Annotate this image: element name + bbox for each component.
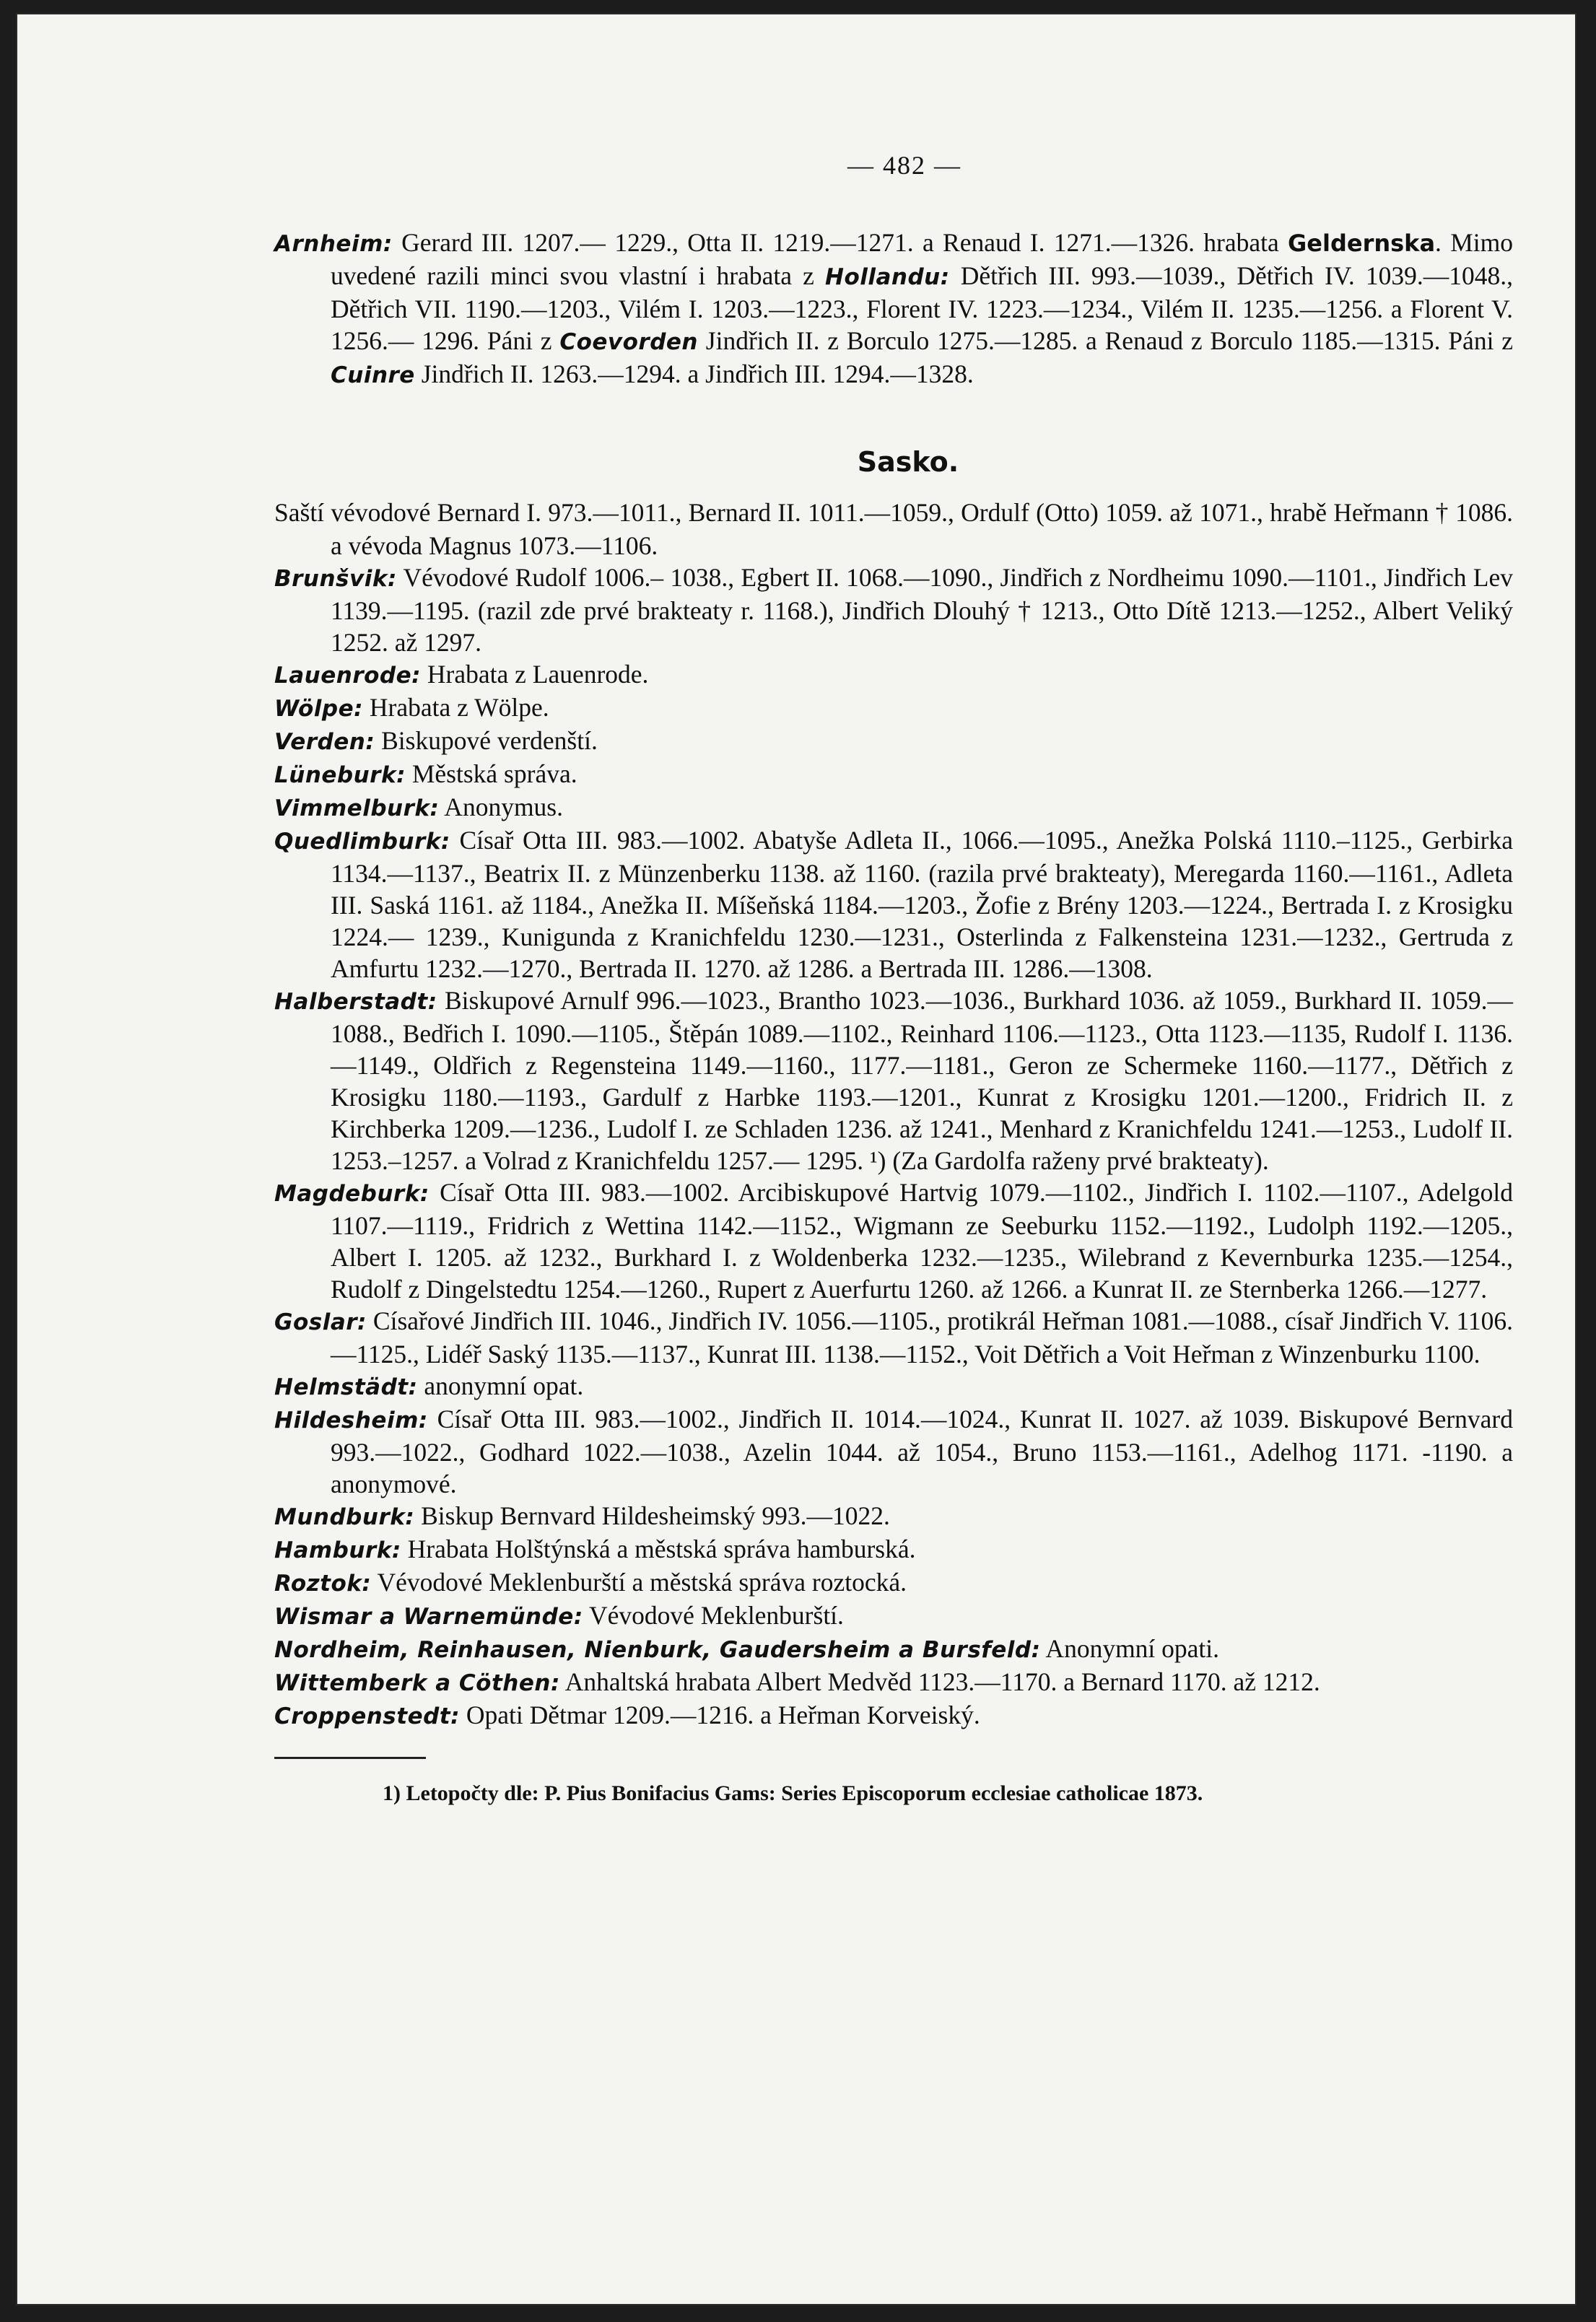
entry-text: anonymní opat.: [417, 1371, 584, 1400]
entry-text: Vévodové Rudolf 1006.– 1038., Egbert II. 1068.—1090., Jindřich z Nordheimu 1090.—1101., Jindřich Lev 1139.—1195. (razil zde prvé brakteaty r. 1168.), Jindřich Dlouhý † 1213., Otto Dítě 1213.—1252., Albert Veliký 1252. až 1297.: [331, 563, 1513, 657]
region-coevorden: Coevorden: [559, 329, 698, 355]
entry-text: Hrabata z Wölpe.: [363, 693, 549, 722]
place-name: Helmstädt:: [274, 1374, 418, 1400]
place-name: Arnheim:: [274, 231, 393, 257]
entry-text: Dětřich III. 993.—1039., Dětřich IV. 1039.—1048., Dětřich VII. 1190.—1203., Vilém I. 1203.—1223., Florent IV. 1223.—1234., Vilém II. 1235.—1256. a Florent V. 1256.— 1296. Páni z: [331, 261, 1513, 355]
entry-arnheim: [274, 227, 1513, 391]
entry-item: [274, 1177, 1513, 1305]
place-name: Wölpe:: [274, 696, 364, 722]
entry-item: [274, 1599, 1513, 1633]
place-name: Vimmelburk:: [274, 795, 440, 821]
entry-item: [274, 562, 1513, 658]
entry-text: . Mimo uvedené razili minci svou vlastní i hrabata z: [331, 228, 1514, 290]
place-name: Mundburk:: [274, 1504, 415, 1530]
entry-text: Anonymus.: [439, 793, 563, 821]
entry-item: [274, 1699, 1513, 1732]
entry-item: [274, 791, 1513, 824]
entry-item: [274, 497, 1513, 562]
place-name: Lüneburk:: [274, 762, 406, 788]
entry-item: [274, 758, 1513, 791]
page-content: [274, 150, 1513, 1808]
entry-text: Císařové Jindřich III. 1046., Jindřich IV. 1056.—1105., protikrál Heřman 1081.—1088., císař Jindřich V. 1106.—1125., Lidéř Saský 1135.—1137., Kunrat III. 1138.—1152., Voit Dětřich a Voit Heřman z Winzenburku 1100.: [331, 1306, 1513, 1369]
place-name: Goslar:: [274, 1309, 367, 1335]
entry-text: Biskup Bernvard Hildesheimský 993.—1022.: [414, 1501, 890, 1530]
section-heading: Sasko.: [857, 446, 959, 478]
place-name: Brunšvik:: [274, 566, 397, 592]
entry-text: Gerard III. 1207.— 1229., Otta II. 1219.—1271. a Renaud I. 1271.—1326. hrabata: [392, 228, 1288, 257]
entry-text: Saští vévodové Bernard I. 973.—1011., Bernard II. 1011.—1059., Ordulf (Otto) 1059. až 1071., hrabě Heřmann † 1086. a vévoda Magnus 1073.—1106.: [274, 498, 1513, 560]
entry-text: Anonymní opati.: [1040, 1634, 1220, 1663]
region-cuinre: Cuinre: [331, 362, 415, 388]
page-number: — 482 —: [847, 151, 961, 180]
place-name: Roztok:: [274, 1571, 372, 1597]
place-name: Hamburk:: [274, 1537, 401, 1563]
entry-text: Biskupové Arnulf 996.—1023., Brantho 1023.—1036., Burkhard 1036. až 1059., Burkhard II. 1059.—1088., Bedřich I. 1090.—1105., Štěpán 1089.—1102., Reinhard 1106.—1123., Otta 1123.—1135, Rudolf I. 1136.—1149., Oldřich z Regensteina 1149.—1160., 1177.—1181., Geron ze Schermeke 1160.—1177., Dětřich z Krosigku 1180.—1193., Gardulf z Harbke 1193.—1201., Kunrat z Krosigku 1201.—1200., Fridrich II. z Kirchberka 1209.—1236., Ludolf I. ze Schladen 1236. až 1241., Menhard z Kranichfeldu 1241.—1253., Ludolf II. 1253.–1257. a Volrad z Kranichfeldu 1257.— 1295. ¹) (Za Gardolfa raženy prvé brakteaty).: [331, 986, 1513, 1175]
entry-text: Císař Otta III. 983.—1002. Arcibiskupové Hartvig 1079.—1102., Jindřich I. 1102.—1107., Adelgold 1107.—1119., Fridrich z Wettina 1142.—1152., Wigmann ze Seeburku 1152.—1192., Ludolph 1192.—1205., Albert I. 1205. až 1232., Burkhard I. z Woldenberka 1232.—1235., Wilebrand z Kevernburka 1235.—1254., Rudolf z Dingelstedtu 1254.—1260., Rupert z Auerfurtu 1260. až 1266. a Kunrat II. ze Sternberka 1266.—1277.: [331, 1178, 1513, 1304]
place-name: Wittemberk a Cöthen:: [274, 1670, 560, 1696]
entry-item: [274, 824, 1513, 985]
entry-item: [274, 1633, 1513, 1666]
place-name: Wismar a Warnemünde:: [274, 1604, 583, 1630]
entry-text: Anhaltská hrabata Albert Medvěd 1123.—1170. a Bernard 1170. až 1212.: [559, 1667, 1320, 1696]
place-name: Halberstadt:: [274, 989, 437, 1015]
region-hollandu: Hollandu:: [825, 264, 950, 290]
entry-text: Opati Dětmar 1209.—1216. a Heřman Korveiský.: [460, 1701, 980, 1729]
entry-text: Císař Otta III. 983.—1002., Jindřich II. 1014.—1024., Kunrat II. 1027. až 1039. Biskupové Bernvard 993.—1022., Godhard 1022.—1038., Azelin 1044. až 1054., Bruno 1153.—1161., Adelhog 1171. -1190. a anonymové.: [331, 1405, 1513, 1498]
entry-text: Biskupové verdenští.: [375, 726, 598, 755]
entry-list: [274, 497, 1513, 1732]
entry-item: [274, 985, 1513, 1177]
footnote: 1) Letopočty dle: P. Pius Bonifacius Gams: Series Episcoporum ecclesiae catholicae 1873.: [383, 1781, 1203, 1805]
place-name: Quedlimburk:: [274, 829, 450, 855]
place-name: Croppenstedt:: [274, 1703, 461, 1729]
place-name: Hildesheim:: [274, 1407, 428, 1433]
place-name: Lauenrode:: [274, 663, 422, 689]
place-name: Nordheim, Reinhausen, Nienburk, Gaudersheim a Bursfeld:: [274, 1637, 1041, 1663]
entry-item: [274, 691, 1513, 725]
entry-text: Jindřich II. 1263.—1294. a Jindřich III. 1294.—1328.: [414, 359, 974, 388]
scanned-page: [16, 13, 1577, 2305]
entry-text: Vévodové Meklenburští a městská správa roztocká.: [371, 1568, 907, 1597]
entry-item: [274, 1500, 1513, 1533]
entry-item: [274, 1666, 1513, 1699]
entry-item: [274, 1403, 1513, 1500]
entry-text: Císař Otta III. 983.—1002. Abatyše Adleta II., 1066.—1095., Anežka Polská 1110.–1125., Gerbirka 1134.—1137., Beatrix II. z Münzenberku 1138. až 1160. (razila prvé brakteaty), Meregarda 1160.—1161., Adleta III. Saská 1161. až 1184., Anežka II. Míšeňská 1184.—1203., Žofie z Brény 1203.—1224., Bertrada I. z Krosigku 1224.— 1239., Kunigunda z Kranichfeldu 1230.—1231., Osterlinda z Falkensteina 1231.—1232., Gertruda z Amfurtu 1232.—1270., Bertrada II. 1270. až 1286. a Bertrada III. 1286.—1308.: [331, 826, 1513, 983]
region-geldern: Geldernska: [1288, 230, 1436, 257]
entry-text: Jindřich II. z Borculo 1275.—1285. a Renaud z Borculo 1185.—1315. Páni z: [697, 326, 1513, 355]
entry-text: Hrabata z Lauenrode.: [421, 660, 649, 689]
entry-item: [274, 1370, 1513, 1403]
entry-text: Městská správa.: [405, 759, 577, 788]
entry-text: Vévodové Meklenburští.: [583, 1601, 844, 1630]
place-name: Magdeburk:: [274, 1181, 429, 1207]
entry-item: [274, 1566, 1513, 1599]
entry-item: [274, 658, 1513, 691]
entry-item: [274, 1533, 1513, 1566]
entry-item: [274, 1305, 1513, 1370]
entry-text: Hrabata Holštýnská a městská správa hamburská.: [401, 1535, 916, 1563]
footnote-divider: [274, 1757, 426, 1759]
place-name: Verden:: [274, 729, 375, 755]
entry-item: [274, 725, 1513, 758]
